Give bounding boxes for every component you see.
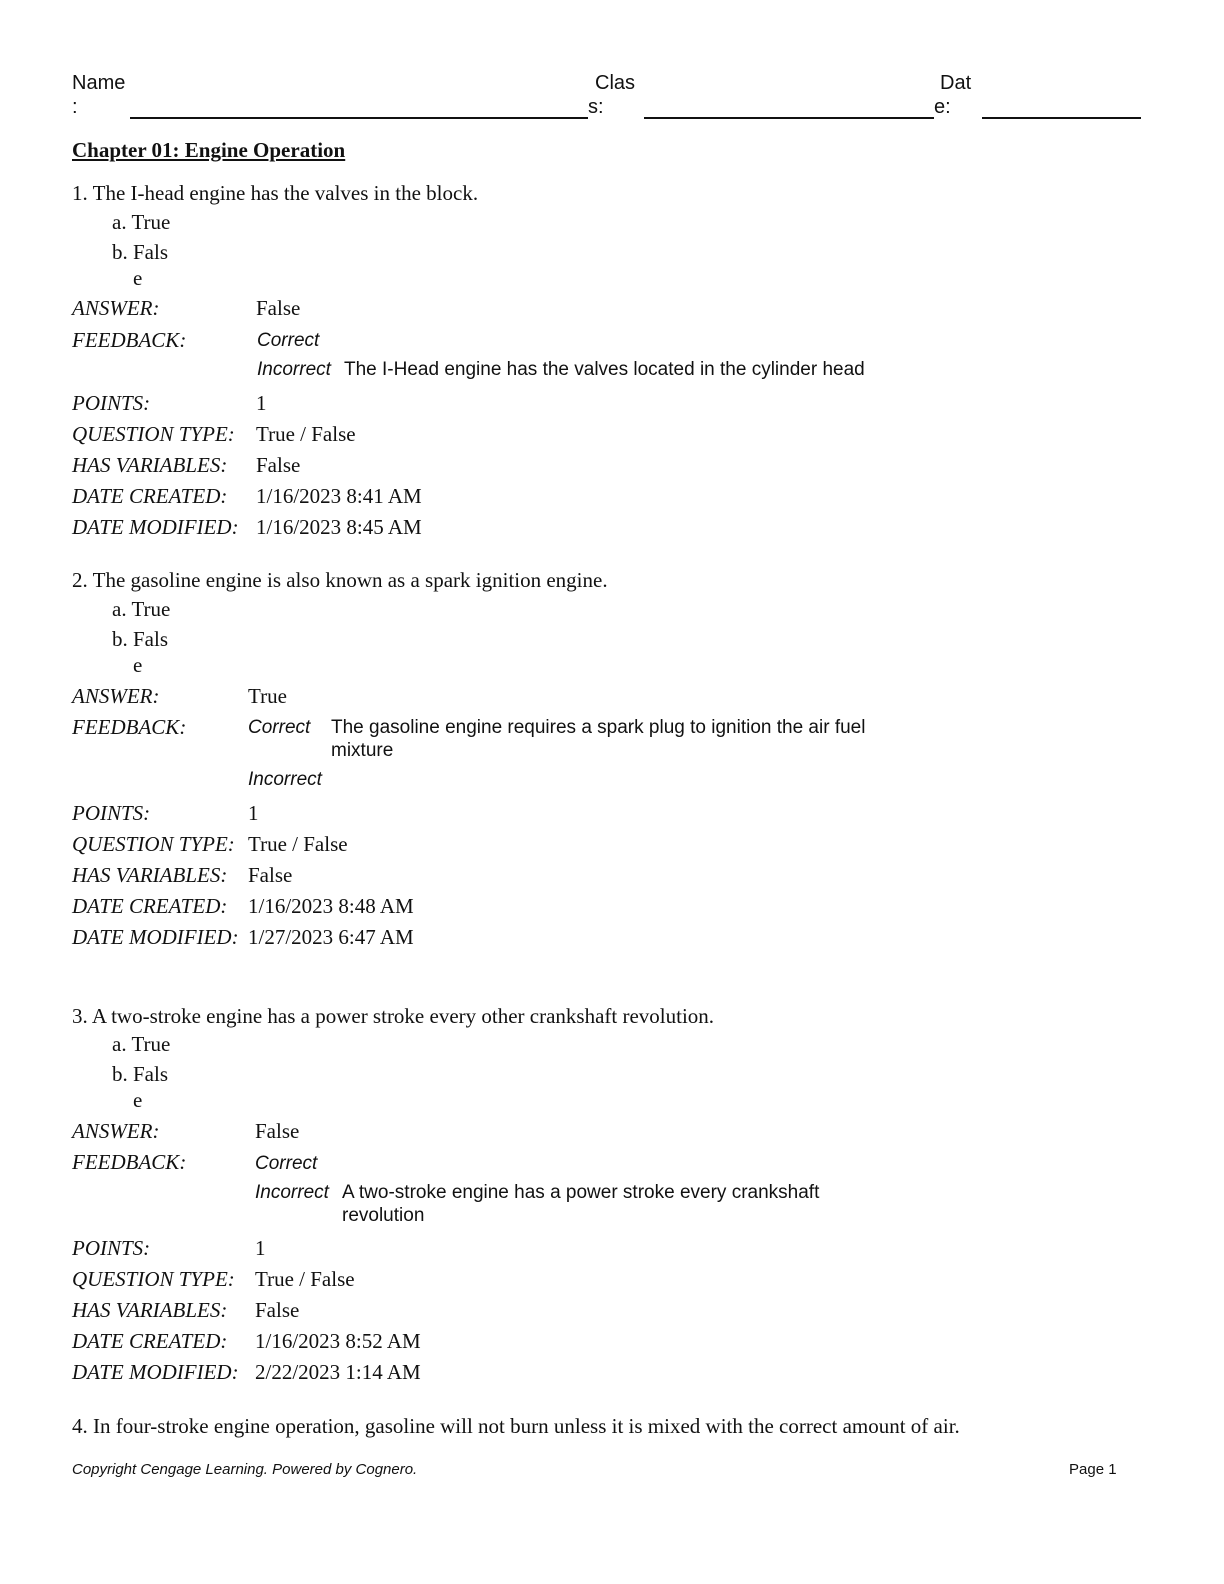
option-b-wrap: e xyxy=(133,1088,143,1112)
date-modified-value: 2/22/2023 1:14 AM xyxy=(255,1360,421,1384)
feedback-incorrect-text-wrap: revolution xyxy=(342,1205,425,1226)
answer-value: True xyxy=(248,684,287,708)
answer-label: ANSWER: xyxy=(72,1119,160,1143)
points-label: POINTS: xyxy=(72,801,151,825)
feedback-incorrect-tag: Incorrect xyxy=(257,359,331,380)
feedback-correct-text: The gasoline engine requires a spark plug to ignition the air fuel xyxy=(331,717,866,738)
feedback-incorrect-tag: Incorrect xyxy=(255,1182,329,1203)
option-b: b. Fals xyxy=(112,627,169,651)
option-a: a. True xyxy=(112,210,171,234)
answer-label: ANSWER: xyxy=(72,296,160,320)
answer-value: False xyxy=(255,1119,300,1143)
question-type-value: True / False xyxy=(256,422,356,446)
question-stem: 2. The gasoline engine is also known as a spark ignition engine. xyxy=(72,568,608,592)
date-created-value: 1/16/2023 8:48 AM xyxy=(248,894,414,918)
answer-label: ANSWER: xyxy=(72,684,160,708)
feedback-correct-tag: Correct xyxy=(255,1153,318,1174)
feedback-label: FEEDBACK: xyxy=(72,715,187,739)
footer-page-number: Page 1 xyxy=(1069,1461,1117,1478)
option-a: a. True xyxy=(112,597,171,621)
has-variables-value: False xyxy=(255,1298,300,1322)
date-blank-line[interactable] xyxy=(982,117,1141,119)
feedback-correct-tag: Correct xyxy=(257,330,320,351)
date-created-label: DATE CREATED: xyxy=(72,484,228,508)
has-variables-value: False xyxy=(248,863,293,887)
has-variables-label: HAS VARIABLES: xyxy=(72,863,228,887)
feedback-incorrect-text: A two-stroke engine has a power stroke every crankshaft xyxy=(342,1182,820,1203)
points-label: POINTS: xyxy=(72,1236,151,1260)
question-type-value: True / False xyxy=(248,832,348,856)
footer-copyright: Copyright Cengage Learning. Powered by Cognero. xyxy=(72,1461,418,1478)
question-type-label: QUESTION TYPE: xyxy=(72,832,235,856)
has-variables-value: False xyxy=(256,453,301,477)
date-created-label: DATE CREATED: xyxy=(72,894,228,918)
feedback-correct-text-wrap: mixture xyxy=(331,740,394,761)
feedback-label: FEEDBACK: xyxy=(72,1150,187,1174)
date-modified-label: DATE MODIFIED: xyxy=(72,925,239,949)
date-modified-value: 1/27/2023 6:47 AM xyxy=(248,925,414,949)
points-label: POINTS: xyxy=(72,391,151,415)
feedback-incorrect-tag: Incorrect xyxy=(248,769,322,790)
date-modified-label: DATE MODIFIED: xyxy=(72,1360,239,1384)
question-stem: 4. In four-stroke engine operation, gasoline will not burn unless it is mixed with the correct amount of air. xyxy=(72,1414,960,1438)
class-label: Clas xyxy=(595,72,636,94)
option-b-wrap: e xyxy=(133,653,143,677)
feedback-correct-tag: Correct xyxy=(248,717,311,738)
date-modified-label: DATE MODIFIED: xyxy=(72,515,239,539)
date-modified-value: 1/16/2023 8:45 AM xyxy=(256,515,422,539)
has-variables-label: HAS VARIABLES: xyxy=(72,1298,228,1322)
points-value: 1 xyxy=(255,1236,266,1260)
option-b: b. Fals xyxy=(112,1062,169,1086)
name-blank-line[interactable] xyxy=(130,117,588,119)
name-label: Name xyxy=(72,72,126,94)
has-variables-label: HAS VARIABLES: xyxy=(72,453,228,477)
question-stem: 1. The I-head engine has the valves in the block. xyxy=(72,181,479,205)
points-value: 1 xyxy=(256,391,267,415)
question-type-label: QUESTION TYPE: xyxy=(72,422,235,446)
question-type-label: QUESTION TYPE: xyxy=(72,1267,235,1291)
option-b-wrap: e xyxy=(133,266,143,290)
question-type-value: True / False xyxy=(255,1267,355,1291)
feedback-incorrect-text: The I-Head engine has the valves located in the cylinder head xyxy=(344,359,865,380)
question-stem: 3. A two-stroke engine has a power stroke every other crankshaft revolution. xyxy=(72,1004,715,1028)
chapter-title: Chapter 01: Engine Operation xyxy=(72,138,346,162)
date-created-value: 1/16/2023 8:41 AM xyxy=(256,484,422,508)
class-blank-line[interactable] xyxy=(644,117,934,119)
name-label-colon: : xyxy=(72,96,78,118)
option-b: b. Fals xyxy=(112,240,169,264)
class-label-suffix: s: xyxy=(588,96,604,118)
answer-value: False xyxy=(256,296,301,320)
option-a: a. True xyxy=(112,1032,171,1056)
feedback-label: FEEDBACK: xyxy=(72,328,187,352)
points-value: 1 xyxy=(248,801,259,825)
date-created-value: 1/16/2023 8:52 AM xyxy=(255,1329,421,1353)
date-created-label: DATE CREATED: xyxy=(72,1329,228,1353)
date-label-suffix: e: xyxy=(934,96,951,118)
date-label: Dat xyxy=(940,72,972,94)
